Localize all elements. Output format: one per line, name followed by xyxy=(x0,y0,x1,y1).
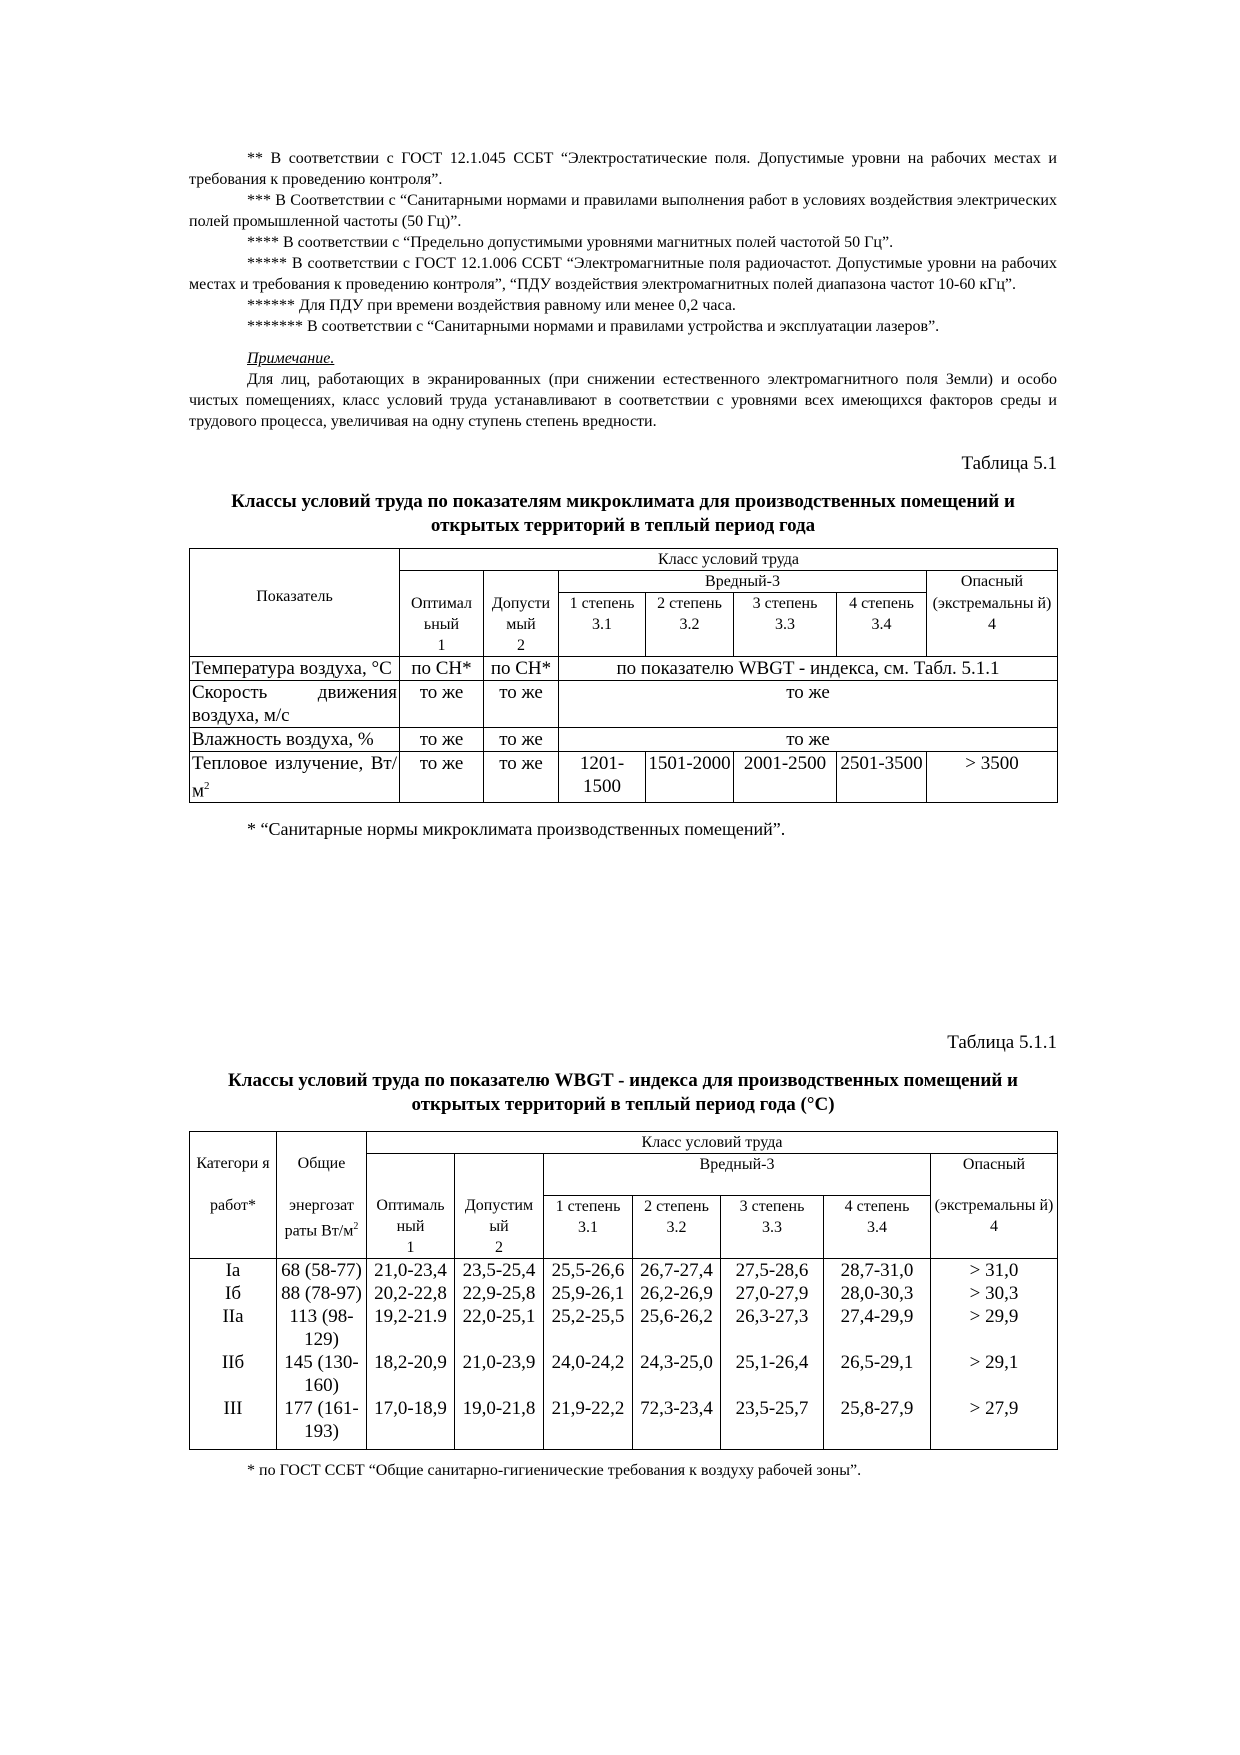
header-category: Категори я xyxy=(190,1153,277,1195)
cell-optimal: 17,0-18,9 xyxy=(367,1397,455,1450)
row-name: Влажность воздуха, % xyxy=(190,727,400,751)
table-row xyxy=(190,1259,1058,1283)
cell-s3: 2001-2500 xyxy=(734,751,837,802)
footnote-4: **** В соответствии с “Предельно допустимыми уровнями магнитных полей частотой 50 Гц”. xyxy=(247,234,894,251)
cell-merged: то же xyxy=(559,680,1058,727)
cell-s4: 2501-3500 xyxy=(837,751,927,802)
header-optimal: Оптимал ьный 1 xyxy=(400,593,484,657)
header-extreme: (экстремальны й) 4 xyxy=(927,593,1058,657)
cell-s3: 23,5-25,7 xyxy=(721,1397,824,1450)
row-name: Скорость движения воздуха, м/с xyxy=(190,680,400,727)
note-heading: Примечание. xyxy=(247,350,335,367)
cell-energy: 68 (58-77) xyxy=(277,1259,367,1283)
row-name: Тепловое излучение, $Вт/м^2$ xyxy=(190,751,400,802)
header-energy-top xyxy=(277,1131,367,1153)
cell-s4: 28,7-31,0 xyxy=(824,1259,931,1283)
footnote-5: ***** В соответствии с ГОСТ 12.1.006 ССБТ “Электромагнитные поля радиочастот. Допустимые уровни на рабочих местах и требования к проведению контроля”, “ПДУ воздействия электромагнитных полей диапазона частот 10-60 кГц”. xyxy=(189,255,1057,293)
header-s1: 1 степень 3.1 xyxy=(559,593,646,657)
cell-category: Iа xyxy=(190,1259,277,1283)
cell-s3: 26,3-27,3 xyxy=(721,1305,824,1351)
header-s4: 4 степень 3.4 xyxy=(824,1195,931,1259)
cell-energy: 113 (98-129) xyxy=(277,1305,367,1351)
table-row xyxy=(190,1351,1058,1397)
header-energy: Общие xyxy=(277,1153,367,1195)
header-category-b: работ* xyxy=(190,1195,277,1259)
cell-s1: 25,2-25,5 xyxy=(544,1305,633,1351)
header-optimal-top xyxy=(400,571,484,593)
cell-s2: 25,6-26,2 xyxy=(633,1305,721,1351)
table2-title: Классы условий труда по показателю WBGT - индекса для производственных помещений и открытых территорий в теплый период года (°С) xyxy=(228,1069,1018,1115)
footnote-2: ** В соответствии с ГОСТ 12.1.045 ССБТ “Электростатические поля. Допустимые уровни на рабочих местах и требования к проведению контроля”. xyxy=(189,150,1057,188)
table-row xyxy=(190,680,1058,727)
cell-optimal: то же xyxy=(400,751,484,802)
document-page xyxy=(189,148,1057,1482)
footnote-3: *** В Соответствии с “Санитарными нормами и правилами выполнения работ в условиях воздействия электрических полей промышленной частоты (50 Гц)”. xyxy=(189,192,1057,230)
cell-allow: 21,0-23,9 xyxy=(455,1351,544,1397)
cell-s4: 27,4-29,9 xyxy=(824,1305,931,1351)
header-allow-top xyxy=(455,1153,544,1195)
cell-allow: то же xyxy=(484,680,559,727)
table-row xyxy=(190,1397,1058,1450)
cell-merged: по показателю WBGT - индекса, см. Табл. 5.1.1 xyxy=(559,656,1058,680)
cell-optimal: 18,2-20,9 xyxy=(367,1351,455,1397)
header-indicator: Показатель xyxy=(190,549,400,657)
cell-danger: > 27,9 xyxy=(931,1397,1058,1450)
header-s2: 2 степень 3.2 xyxy=(633,1195,721,1259)
cell-s4: 28,0-30,3 xyxy=(824,1282,931,1305)
table1-title: Классы условий труда по показателям микроклимата для производственных помещений и открытых территорий в теплый период года xyxy=(231,491,1015,536)
cell-s2: 24,3-25,0 xyxy=(633,1351,721,1397)
header-class: Класс условий труда xyxy=(400,549,1058,571)
table-row xyxy=(190,751,1058,802)
cell-s3: 27,5-28,6 xyxy=(721,1259,824,1283)
header-class: Класс условий труда xyxy=(367,1131,1058,1153)
cell-s3: 25,1-26,4 xyxy=(721,1351,824,1397)
cell-s2: 26,7-27,4 xyxy=(633,1259,721,1283)
cell-danger: > 29,9 xyxy=(931,1305,1058,1351)
cell-danger: > 30,3 xyxy=(931,1282,1058,1305)
header-extreme: (экстремальны й) 4 xyxy=(931,1195,1058,1259)
header-s2: 2 степень 3.2 xyxy=(646,593,734,657)
header-s1: 1 степень 3.1 xyxy=(544,1195,633,1259)
header-danger: Опасный xyxy=(927,571,1058,593)
cell-s4: 25,8-27,9 xyxy=(824,1397,931,1450)
table-row xyxy=(190,1305,1058,1351)
cell-s2: 72,3-23,4 xyxy=(633,1397,721,1450)
cell-allow: 22,9-25,8 xyxy=(455,1282,544,1305)
note-text: Для лиц, работающих в экранированных (при снижении естественного электромагнитного поля Земли) и особо чистых помещениях, класс условий труда устанавливают в соответствии с уровнями всех имеющихся факторов среды и трудового процесса, увеличивая на одну ступень степень вредности. xyxy=(189,371,1057,430)
cell-danger: > 31,0 xyxy=(931,1259,1058,1283)
table-row xyxy=(190,1282,1058,1305)
cell-optimal: 21,0-23,4 xyxy=(367,1259,455,1283)
cell-allow: 22,0-25,1 xyxy=(455,1305,544,1351)
header-optimal: Оптималь ный 1 xyxy=(367,1195,455,1259)
cell-allow: то же xyxy=(484,727,559,751)
cell-allow: по СН* xyxy=(484,656,559,680)
cell-optimal: то же xyxy=(400,727,484,751)
table2-label: Таблица 5.1.1 xyxy=(947,1031,1057,1053)
cell-s4: 26,5-29,1 xyxy=(824,1351,931,1397)
table1-label: Таблица 5.1 xyxy=(961,453,1057,474)
cell-s2: 1501-2000 xyxy=(646,751,734,802)
table-row xyxy=(190,656,1058,680)
cell-category: IIб xyxy=(190,1351,277,1397)
header-danger: Опасный xyxy=(931,1153,1058,1195)
cell-category: III xyxy=(190,1397,277,1450)
header-optimal-top xyxy=(367,1153,455,1195)
table-row xyxy=(190,727,1058,751)
microclimate-table xyxy=(189,548,1058,803)
header-s4: 4 степень 3.4 xyxy=(837,593,927,657)
cell-s2: 26,2-26,9 xyxy=(633,1282,721,1305)
cell-s1: 1201-1500 xyxy=(559,751,646,802)
cell-energy: 145 (130-160) xyxy=(277,1351,367,1397)
header-s3: 3 степень 3.3 xyxy=(734,593,837,657)
row-name: Температура воздуха, °С xyxy=(190,656,400,680)
header-allow-top xyxy=(484,571,559,593)
cell-s3: 27,0-27,9 xyxy=(721,1282,824,1305)
cell-category: Iб xyxy=(190,1282,277,1305)
cell-danger: > 29,1 xyxy=(931,1351,1058,1397)
footnote-6: ****** Для ПДУ при времени воздействия равному или менее 0,2 часа. xyxy=(247,297,736,314)
cell-allow: 23,5-25,4 xyxy=(455,1259,544,1283)
header-allow: Допустим ый 2 xyxy=(455,1195,544,1259)
cell-optimal: 20,2-22,8 xyxy=(367,1282,455,1305)
cell-optimal: 19,2-21.9 xyxy=(367,1305,455,1351)
table1-footnote: * “Санитарные нормы микроклимата производственных помещений”. xyxy=(247,818,786,839)
cell-allow: то же xyxy=(484,751,559,802)
cell-s1: 25,5-26,6 xyxy=(544,1259,633,1283)
cell-optimal: по СН* xyxy=(400,656,484,680)
header-category-top xyxy=(190,1131,277,1153)
header-harmful: Вредный-3 xyxy=(544,1153,931,1195)
cell-s1: 24,0-24,2 xyxy=(544,1351,633,1397)
cell-category: IIа xyxy=(190,1305,277,1351)
cell-optimal: то же xyxy=(400,680,484,727)
footnotes-block xyxy=(189,148,1057,337)
header-harmful: Вредный-3 xyxy=(559,571,927,593)
header-s3: 3 степень 3.3 xyxy=(721,1195,824,1259)
cell-danger: > 3500 xyxy=(927,751,1058,802)
header-allow: Допусти мый 2 xyxy=(484,593,559,657)
cell-s1: 25,9-26,1 xyxy=(544,1282,633,1305)
cell-energy: 88 (78-97) xyxy=(277,1282,367,1305)
footnote-7: ******* В соответствии с “Санитарными нормами и правилами устройства и эксплуатации лазеров”. xyxy=(247,318,940,335)
cell-s1: 21,9-22,2 xyxy=(544,1397,633,1450)
cell-allow: 19,0-21,8 xyxy=(455,1397,544,1450)
header-energy-b: энергозат раты $Вт/м^2$ xyxy=(277,1195,367,1259)
cell-merged: то же xyxy=(559,727,1058,751)
wbgt-table xyxy=(189,1131,1058,1451)
cell-energy: 177 (161-193) xyxy=(277,1397,367,1450)
table2-footnote: * по ГОСТ ССБТ “Общие санитарно-гигиенические требования к воздуху рабочей зоны”. xyxy=(247,1462,862,1480)
